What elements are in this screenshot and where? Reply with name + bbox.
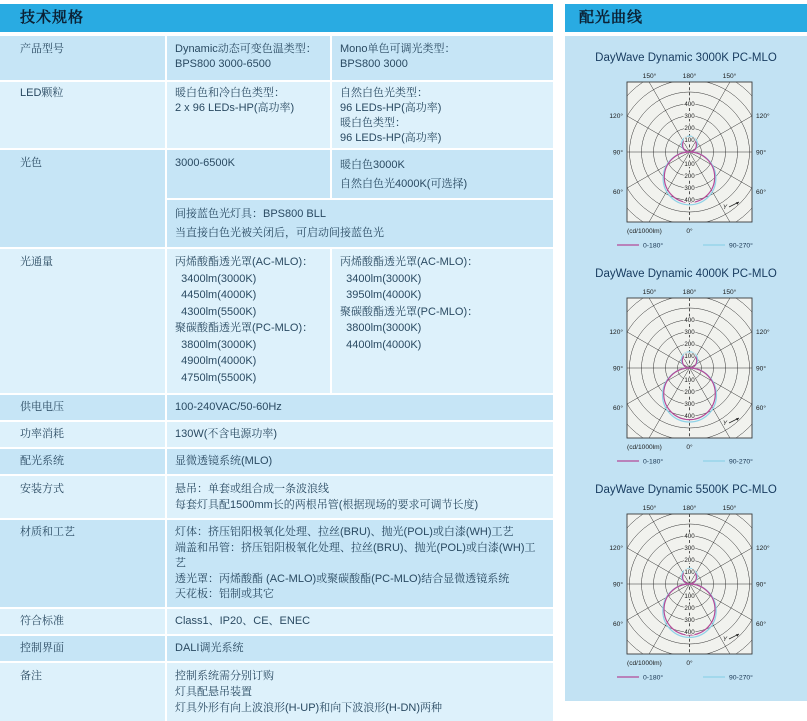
spec-line: 3000-6500K — [175, 157, 235, 169]
chart-label: 120° — [756, 329, 770, 336]
legend-label: 0-180° — [643, 674, 664, 682]
chart-label: 300 — [684, 401, 695, 409]
spec-line: 3400lm(3000K) — [175, 272, 257, 285]
row-label: 光色 — [0, 150, 165, 247]
spec-line: 控制系统需分别订购 — [175, 669, 274, 682]
spec-line: 端盖和吊管：挤压铝阳极氧化处理、拉丝(BRU)、抛光(POL)或白漆(WH)工艺 — [175, 541, 536, 569]
chart-label: 400 — [684, 197, 695, 205]
chart-label: 150° — [722, 289, 737, 296]
spec-line: DALI调光系统 — [175, 641, 244, 654]
chart-label: 200 — [684, 173, 695, 181]
spec-line: 暖白色和冷白色类型： — [175, 87, 285, 99]
chart-label: 150° — [642, 505, 657, 512]
chart-label: (cd/1000lm) — [627, 444, 662, 451]
spec-line: 3800lm(3000K) — [340, 322, 422, 334]
chart-label: 400 — [684, 317, 695, 324]
spec-line: 灯具配悬吊装置 — [175, 685, 252, 698]
row-label: 材质和工艺 — [0, 520, 165, 607]
chart-label: 300 — [684, 185, 695, 193]
row-label: 配光系统 — [0, 449, 165, 474]
chart-label: 300 — [684, 113, 695, 120]
spec-row-materials — [0, 520, 553, 607]
spec-line: 4450lm(4000K) — [175, 289, 257, 301]
chart-label: 120° — [609, 545, 623, 552]
right-section-title: 配光曲线 — [579, 9, 644, 26]
chart-label: (cd/1000lm) — [627, 228, 662, 235]
spec-row-standards — [0, 609, 553, 634]
spec-cell — [167, 476, 553, 518]
chart-label: 180° — [682, 505, 697, 512]
row-label: 备注 — [0, 663, 165, 721]
chart-label: 60° — [756, 405, 766, 412]
chart-title: DayWave Dynamic 3000K PC-MLO — [595, 52, 777, 64]
left-section-header — [0, 4, 553, 32]
spec-row-optical-system — [0, 449, 553, 474]
chart-label: 0° — [686, 660, 693, 667]
distribution-charts — [565, 50, 807, 690]
chart-label: 150° — [722, 73, 737, 80]
chart-label: 100 — [684, 593, 695, 601]
spec-line: 96 LEDs-HP(高功率) — [340, 102, 442, 114]
chart-title: DayWave Dynamic 4000K PC-MLO — [595, 268, 777, 280]
spec-cell — [167, 82, 330, 148]
chart-label: 60° — [613, 189, 623, 196]
chart-label: 120° — [609, 113, 623, 120]
row-label: 符合标准 — [0, 609, 165, 634]
spec-line: 自然白色光类型： — [340, 87, 428, 99]
row-label: 功率消耗 — [0, 422, 165, 447]
spec-line: Class1、IP20、CE、ENEC — [175, 614, 311, 627]
chart-label: 60° — [756, 621, 766, 628]
chart-label: 200 — [684, 125, 695, 132]
spec-cell — [167, 449, 553, 474]
spec-line: 天花板：铝制或其它 — [175, 588, 274, 600]
spec-row-luminous-flux — [0, 249, 553, 393]
spec-line: Dynamic动态可变色温类型： — [175, 43, 317, 55]
distribution-chart-block — [565, 482, 807, 690]
distribution-chart-block — [565, 50, 807, 258]
spec-line: 3950lm(4000K) — [340, 289, 422, 301]
spec-line: 3400lm(3000K) — [340, 272, 422, 285]
spec-line: 130W(不含电源功率) — [175, 428, 278, 440]
spec-line: 当直接白色光被关闭后，可启动间接蓝色光 — [175, 227, 384, 239]
legend-label: 90-270° — [729, 242, 753, 250]
spec-row-control-interface — [0, 636, 553, 661]
spec-cell — [332, 150, 553, 198]
spec-line: 自然白色光4000K(可选择) — [340, 178, 468, 190]
spec-line: 4300lm(5500K) — [175, 305, 257, 318]
spec-line: 每套灯具配1500mm长的两根吊管(根据现场的要求可调节长度) — [175, 499, 479, 511]
spec-line: 100-240VAC/50-60Hz — [175, 401, 282, 413]
spec-row-light-color — [0, 150, 553, 247]
chart-label: 400 — [684, 629, 695, 637]
chart-label: 0° — [686, 444, 693, 451]
chart-label: 180° — [682, 73, 697, 80]
chart-label: 90° — [756, 581, 766, 589]
row-label: 控制界面 — [0, 636, 165, 661]
legend-label: 90-270° — [729, 458, 753, 466]
chart-label: 90° — [613, 149, 623, 157]
spec-line: Mono单色可调光类型： — [340, 43, 456, 55]
chart-label: 300 — [684, 545, 695, 552]
distribution-panel — [565, 36, 807, 701]
chart-label: 90° — [613, 365, 623, 373]
spec-line: 96 LEDs-HP(高功率) — [340, 132, 442, 144]
row-label: 光通量 — [0, 249, 165, 393]
chart-label: 300 — [684, 329, 695, 336]
chart-label: 0° — [686, 228, 693, 235]
row-label: 产品型号 — [0, 36, 165, 80]
spec-line: 聚碳酸酯透光罩(PC-MLO)： — [340, 305, 479, 318]
spec-line: 2 x 96 LEDs-HP(高功率) — [175, 102, 295, 114]
chart-label: 90° — [613, 581, 623, 589]
chart-label: 100 — [684, 569, 695, 576]
chart-label: 150° — [642, 289, 657, 296]
spec-cell — [167, 249, 330, 393]
spec-line: BPS800 3000 — [340, 58, 408, 70]
chart-title: DayWave Dynamic 5500K PC-MLO — [595, 484, 777, 496]
spec-line: 灯体：挤压铝阳极氧化处理、拉丝(BRU)、抛光(POL)或白漆(WH)工艺 — [175, 526, 514, 538]
spec-row-product-model — [0, 36, 553, 80]
chart-label: 100 — [684, 377, 695, 385]
spec-row-remarks — [0, 663, 553, 721]
spec-line: 灯具外形有向上波浪形(H-UP)和向下波浪形(H-DN)两种 — [175, 701, 443, 714]
chart-label: 400 — [684, 101, 695, 108]
chart-label: 300 — [684, 617, 695, 625]
spec-line: 丙烯酸酯透光罩(AC-MLO)： — [340, 256, 479, 268]
spec-line: 透光罩：丙烯酸酯 (AC-MLO)或聚碳酸酯(PC-MLO)结合显微透镜系统 — [175, 572, 510, 585]
spec-line: 间接蓝色光灯具：BPS800 BLL — [175, 208, 326, 220]
spec-cell — [167, 36, 330, 80]
row-label: LED颗粒 — [0, 82, 165, 148]
spec-line: 丙烯酸酯透光罩(AC-MLO)： — [175, 256, 314, 268]
row-label: 供电电压 — [0, 395, 165, 420]
chart-label: 60° — [613, 405, 623, 412]
spec-cell — [332, 249, 553, 393]
spec-row-mounting — [0, 476, 553, 518]
spec-table — [0, 36, 553, 721]
spec-line: BPS800 3000-6500 — [175, 58, 272, 70]
chart-label: 150° — [642, 73, 657, 80]
chart-label: 100 — [684, 137, 695, 144]
chart-label: (cd/1000lm) — [627, 660, 662, 667]
spec-cell — [167, 636, 553, 661]
chart-label: 90° — [756, 365, 766, 373]
legend-label: 90-270° — [729, 674, 753, 682]
chart-label: 200 — [684, 605, 695, 613]
spec-line: 4400lm(4000K) — [340, 338, 422, 351]
spec-cell — [167, 609, 553, 634]
chart-label: 200 — [684, 341, 695, 348]
spec-row-power-consumption — [0, 422, 553, 447]
spec-line: 4750lm(5500K) — [175, 371, 257, 384]
chart-label: 100 — [684, 161, 695, 169]
chart-label: 120° — [609, 329, 623, 336]
chart-label: 400 — [684, 533, 695, 540]
spec-cell — [167, 395, 553, 420]
chart-label: 180° — [682, 289, 697, 296]
chart-label: 100 — [684, 353, 695, 360]
legend-label: 0-180° — [643, 242, 664, 250]
spec-line: 悬吊：单套或组合成一条波浪线 — [175, 483, 329, 495]
chart-label: 120° — [756, 113, 770, 120]
chart-label: 200 — [684, 557, 695, 564]
left-section-title: 技术规格 — [20, 9, 85, 26]
spec-line: 暖白色类型： — [340, 117, 406, 129]
spec-cell — [167, 663, 553, 721]
spec-cell-indirect-blue — [167, 200, 553, 247]
chart-label: 60° — [613, 621, 623, 628]
spec-row-led-chips — [0, 82, 553, 148]
polar-diagram — [565, 282, 807, 474]
chart-label: 400 — [684, 413, 695, 421]
chart-label: Y — [722, 204, 728, 211]
spec-cell — [332, 82, 553, 148]
chart-label: Y — [722, 636, 728, 643]
spec-line: 聚碳酸酯透光罩(PC-MLO)： — [175, 322, 314, 334]
row-label: 安装方式 — [0, 476, 165, 518]
distribution-chart-block — [565, 266, 807, 474]
chart-label: 200 — [684, 389, 695, 397]
chart-label: 90° — [756, 149, 766, 157]
polar-diagram — [565, 66, 807, 258]
spec-line: 暖白色3000K — [340, 159, 405, 171]
spec-cell — [167, 520, 553, 607]
chart-label: Y — [722, 420, 728, 427]
spec-row-supply-voltage — [0, 395, 553, 420]
polar-diagram — [565, 498, 807, 690]
spec-cell — [167, 422, 553, 447]
spec-cell — [332, 36, 553, 80]
chart-label: 60° — [756, 189, 766, 196]
chart-label: 150° — [722, 505, 737, 512]
spec-line: 3800lm(3000K) — [175, 338, 257, 351]
spec-line: 显微透镜系统(MLO) — [175, 455, 273, 467]
legend-label: 0-180° — [643, 458, 664, 466]
spec-line: 4900lm(4000K) — [175, 355, 257, 367]
chart-label: 120° — [756, 545, 770, 552]
right-section-header — [565, 4, 807, 32]
spec-cell — [167, 150, 330, 198]
